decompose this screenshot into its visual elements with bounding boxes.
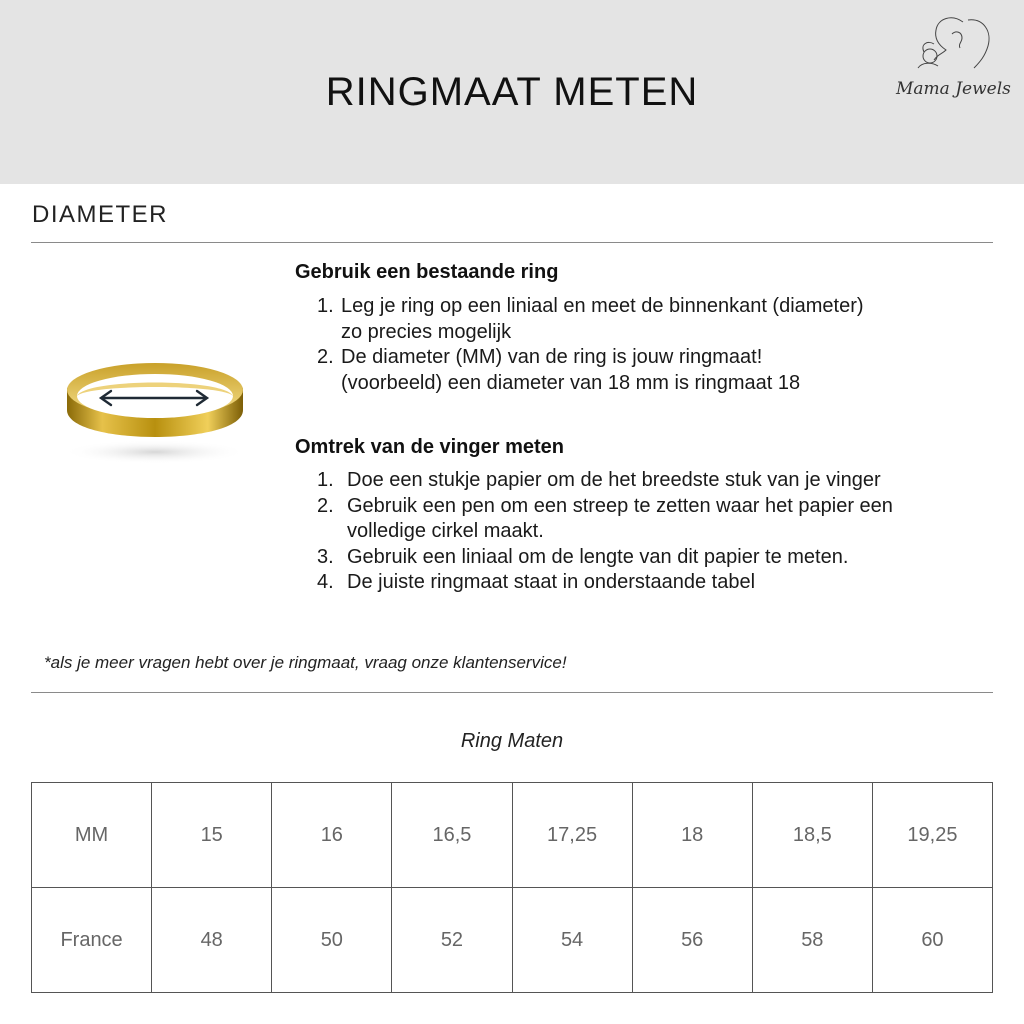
mama-jewels-logo xyxy=(888,10,1018,110)
step-line: Gebruik een pen om een streep te zetten waar het papier een xyxy=(347,494,893,517)
table-cell: 17,25 xyxy=(512,783,632,888)
table-cell: 54 xyxy=(512,888,632,993)
table-cell: 15 xyxy=(152,783,272,888)
step-item xyxy=(295,570,893,596)
step-line: volledige cirkel maakt. xyxy=(347,520,544,542)
table-cell: 50 xyxy=(272,888,392,993)
table-cell: 60 xyxy=(872,888,992,993)
table-row-france xyxy=(32,888,993,993)
step-line: (voorbeeld) een diameter van 18 mm is ringmaat 18 xyxy=(341,371,801,394)
step-line: Gebruik een liniaal om de lengte van dit papier te meten. xyxy=(347,545,849,568)
step-number: 1. xyxy=(317,469,334,491)
step-item xyxy=(295,294,864,345)
step-item xyxy=(295,345,864,396)
table-cell: 56 xyxy=(632,888,752,993)
step-number: 2. xyxy=(317,494,334,517)
existing-ring-steps xyxy=(295,294,864,396)
step-item xyxy=(295,494,893,545)
step-number: 2. xyxy=(317,346,334,368)
row-header-france: France xyxy=(32,888,152,993)
step-number: 1. xyxy=(317,295,334,317)
divider-bottom xyxy=(31,692,993,693)
logo-text: Mama Jewels xyxy=(896,79,1011,99)
table-caption: Ring Maten xyxy=(460,730,564,752)
finger-measure-steps xyxy=(295,468,893,596)
section-title-diameter: DIAMETER xyxy=(32,201,169,228)
divider-top xyxy=(31,242,993,243)
table-cell: 58 xyxy=(752,888,872,993)
step-number: 3. xyxy=(317,545,334,568)
step-item xyxy=(295,468,893,494)
table-cell: 48 xyxy=(152,888,272,993)
step-line: De juiste ringmaat staat in onderstaande tabel xyxy=(347,571,756,593)
table-row-mm xyxy=(32,783,993,888)
row-header-mm: MM xyxy=(32,783,152,888)
table-cell: 16,5 xyxy=(392,783,512,888)
step-number: 4. xyxy=(317,571,334,593)
table-cell: 18,5 xyxy=(752,783,872,888)
table-cell: 16 xyxy=(272,783,392,888)
table-cell: 19,25 xyxy=(872,783,992,888)
step-line: zo precies mogelijk xyxy=(341,320,512,343)
ring-size-table xyxy=(31,782,993,993)
customer-service-note: *als je meer vragen hebt over je ringmaat, vraag onze klantenservice! xyxy=(44,653,567,672)
ring-illustration xyxy=(55,340,255,470)
page-title: RINGMAAT METEN xyxy=(325,70,699,114)
table-cell: 52 xyxy=(392,888,512,993)
table-cell: 18 xyxy=(632,783,752,888)
step-line: De diameter (MM) van de ring is jouw ringmaat! xyxy=(341,346,763,368)
step-line: Leg je ring op een liniaal en meet de binnenkant (diameter) xyxy=(341,295,864,317)
existing-ring-heading: Gebruik een bestaande ring xyxy=(295,261,559,283)
finger-measure-heading: Omtrek van de vinger meten xyxy=(295,436,564,458)
step-line: Doe een stukje papier om de het breedste stuk van je vinger xyxy=(347,469,881,491)
step-item xyxy=(295,545,893,571)
